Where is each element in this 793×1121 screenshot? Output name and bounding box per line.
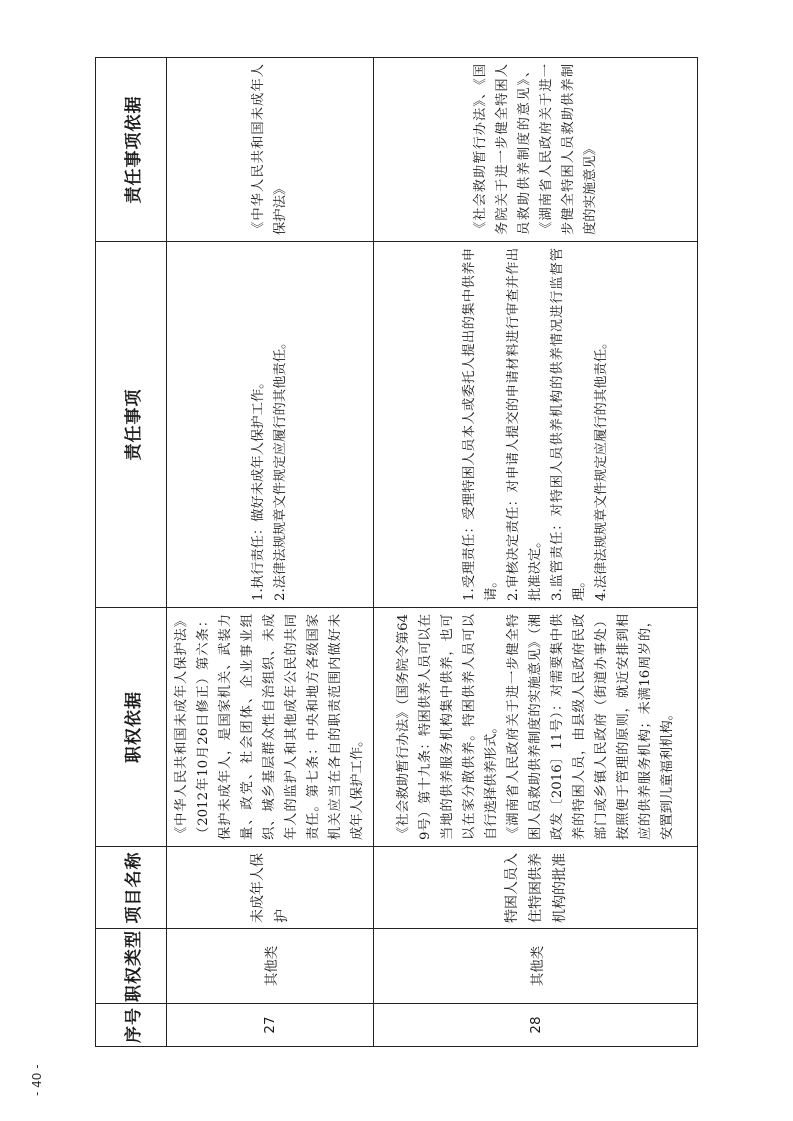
cell-name: 未成年人保护 [167,847,374,929]
table-row [374,58,698,1047]
duty-item: 2.法律法规规章文件规定应履行的其他责任。 [273,335,288,601]
cell-duty-basis [167,58,374,242]
duty-basis-paragraph: 《社会救助暂行办法》、《国务院关于进一步健全特困人员救助供养制度的意见》、《湖南省人民政府关于进一步健全特困人员救助供养制度的实施意见》 [472,64,598,235]
table-row [167,58,374,1047]
header-basis: 职权依据 [96,608,167,847]
duty-item: 2.审核决定责任：对申请人提交的申请材料进行审查并作出批准决定。 [505,248,543,601]
header-name: 项目名称 [96,847,167,929]
cell-type: 其他类 [374,929,698,1004]
cell-duty-basis [374,58,698,242]
cell-duties [374,242,698,608]
cell-no: 27 [167,1004,374,1047]
duty-item: 4.法律法规规章文件规定应履行的其他责任。 [593,335,609,601]
rotated-table-page [95,58,688,1047]
basis-paragraph: 《湖南省人民政府关于进一步健全特困人员救助供养制度的实施意见》（湘政发〔2016〕11号）：对需要集中供养的特困人员，由县级人民政府民政部门或乡镇人民政府（街道办事处）按照便于管理的原则，就近安排到相应的供养服务机构；未满16周岁的，安置到儿童福利机构。 [505,614,675,840]
duty-item: 3.监管责任：对特困人员供养机构的供养情况进行监督管理。 [549,248,587,601]
cell-basis [374,608,698,847]
duty-basis-paragraph: 《中华人民共和国未成年人保护法》 [251,64,288,235]
basis-paragraph: 《社会救助暂行办法》（国务院令第649号）第十九条：特困供养人员可以在当地的供养服务机构集中供养，也可以在家分散供养。特困供养人员可以自行选择供养形式。 [395,614,499,840]
cell-type: 其他类 [167,929,374,1004]
table-header-row [96,58,167,1047]
cell-duties [167,242,374,608]
basis-paragraph: 《中华人民共和国未成年人保护法》（2012年10月26日修正）第六条：保护未成年人，是国家机关、武装力量、政党、社会团体、企业事业组织、城乡基层群众性自治组织、未成年人的监护人和其他成年公民的共同责任。第七条：中央和地方各级国家机关应当在各自的职责范围内做好未成年人保护工作。 [174,614,365,840]
duty-item: 1.执行责任：做好未成年人保护工作。 [251,375,266,601]
page-number: - 40 - [30,1064,44,1096]
duty-item: 1.受理责任：受理特困人员本人或委托人提出的集中供养申请。 [461,248,499,601]
header-duty-basis: 责任事项依据 [96,58,167,242]
cell-basis [167,608,374,847]
cell-name: 特困人员入住特困供养机构的批准 [374,847,698,929]
header-no: 序号 [96,1004,167,1047]
header-duties: 责任事项 [96,242,167,608]
responsibility-table [95,57,698,1047]
header-type: 职权类型 [96,929,167,1004]
cell-no: 28 [374,1004,698,1047]
